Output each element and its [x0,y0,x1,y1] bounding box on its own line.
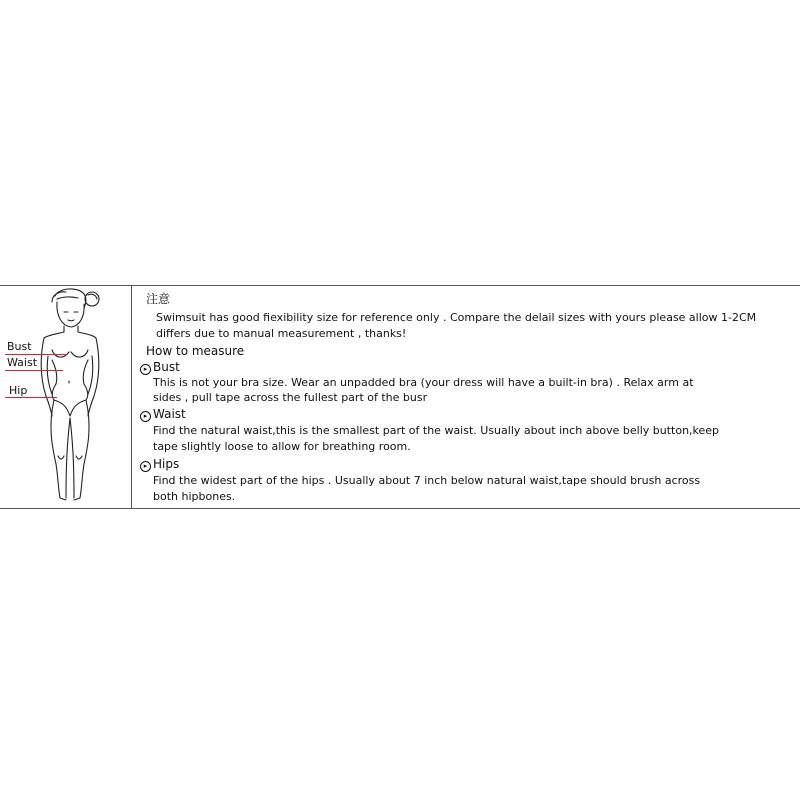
label-bust: Bust [7,340,32,353]
note-title: 注意 [146,292,171,306]
bullet-icon: ▸ [140,411,151,422]
hips-line-2: both hipbones. [153,490,236,503]
section-title-waist: ▸ Waist [140,407,186,422]
bust-line-2: sides , pull tape across the fullest part of the busr [153,391,428,404]
label-waist: Waist [7,356,38,369]
section-title-bust: ▸ Bust [140,360,180,375]
instructions-column [140,286,800,508]
note-line-2: differs due to manual measurement , thanks! [156,327,407,340]
measurement-figure [0,286,131,508]
section-title-hips: ▸ Hips [140,457,179,472]
waist-marker-line [5,370,63,371]
hip-marker-line [5,397,57,398]
column-divider [131,286,132,508]
bust-line-1: This is not your bra size. Wear an unpadded bra (your dress will have a built-in bra) . Relax arm at [153,376,694,389]
how-to-measure-heading: How to measure [146,344,245,358]
label-hip: Hip [9,384,28,397]
bullet-icon: ▸ [140,461,151,472]
hips-line-1: Find the widest part of the hips . Usually about 7 inch below natural waist,tape should brush across [153,474,701,487]
bust-marker-line [5,354,67,355]
waist-line-1: Find the natural waist,this is the smallest part of the waist. Usually about inch above belly button,keep [153,424,720,437]
size-guide-panel [0,285,800,509]
waist-line-2: tape slightly loose to allow for breathing room. [153,440,411,453]
bullet-icon: ▸ [140,364,151,375]
note-line-1: Swimsuit has good fiexibility size for reference only . Compare the delail sizes with yours please allow 1-2CM [156,311,757,324]
